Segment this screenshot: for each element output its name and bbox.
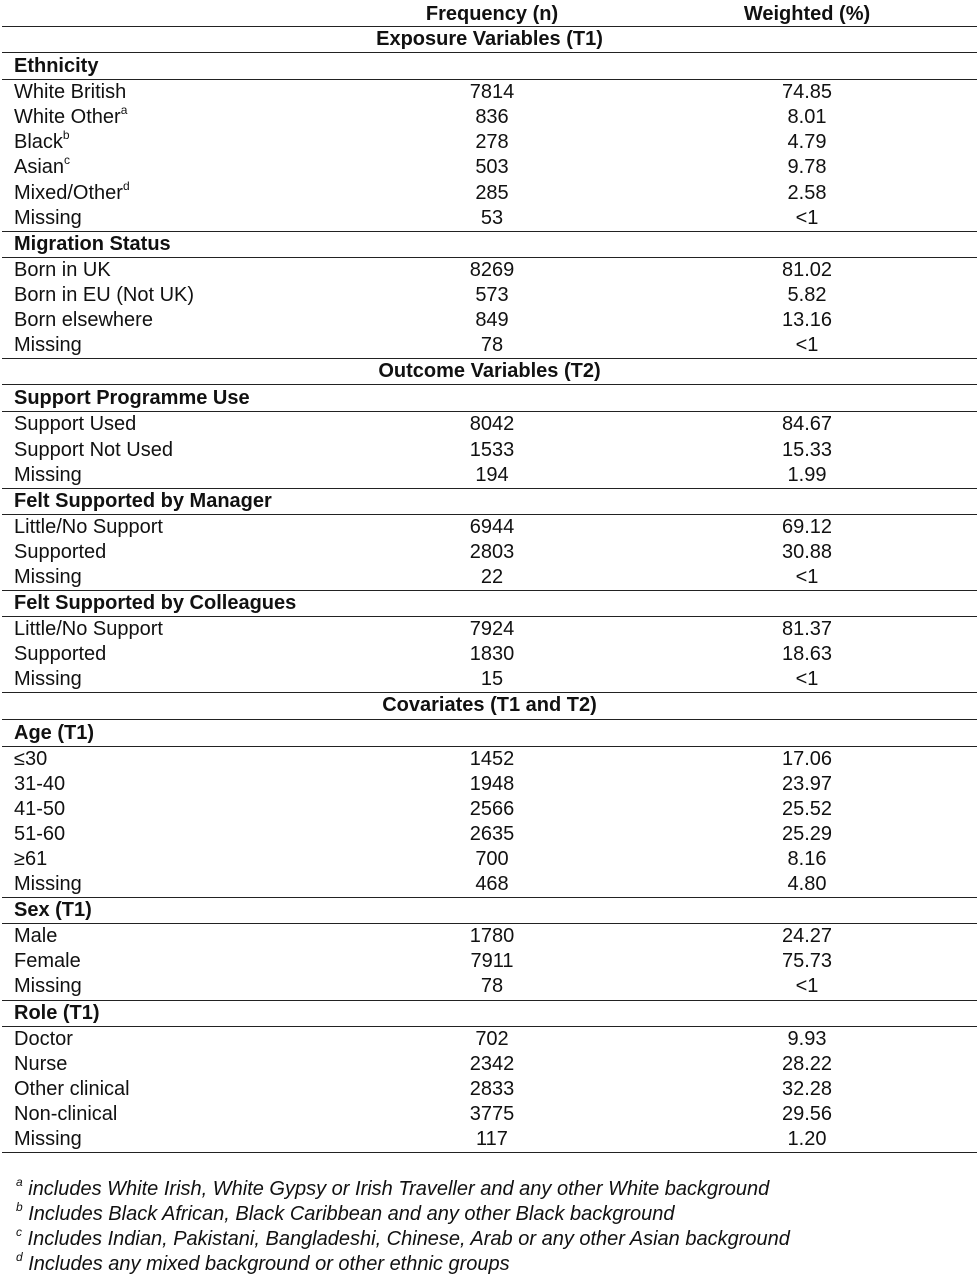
row-label-text: ≤30: [14, 747, 48, 770]
group-row: [2, 53, 977, 80]
row-frequency: 194: [475, 463, 509, 486]
group-title: Support Programme Use: [2, 385, 977, 412]
row-label-text: 41-50: [14, 797, 66, 820]
group-row: [2, 488, 977, 514]
row-label-text: 31-40: [14, 772, 66, 795]
row-label: [2, 514, 347, 540]
row-label-text: Born elsewhere: [14, 309, 153, 332]
row-label-text: Mixed/Other: [14, 181, 123, 204]
row-label-text: Little/No Support: [14, 618, 163, 641]
table-row: [2, 617, 977, 643]
row-label: [2, 308, 347, 333]
row-weighted: 74.85: [637, 80, 977, 106]
row-label: [2, 283, 347, 308]
row-weighted: 17.06: [637, 746, 977, 772]
group-empty: [637, 591, 977, 617]
row-label: [2, 746, 347, 772]
row-label-text: Born in EU (Not UK): [14, 283, 195, 306]
row-frequency: 78: [480, 975, 504, 998]
row-weighted: 1.99: [787, 463, 827, 486]
table-row: [2, 283, 977, 308]
row-weighted: 13.16: [781, 309, 833, 332]
row-frequency: 53: [480, 206, 504, 229]
row-weighted: 8.16: [787, 848, 827, 870]
group-row: [2, 231, 977, 257]
footnote-marker: b: [62, 130, 70, 143]
row-weighted: 15.33: [781, 438, 833, 461]
row-weighted: 5.82: [787, 283, 827, 306]
table-row: [2, 924, 977, 950]
table-header-row: [2, 0, 977, 27]
row-weighted: 81.37: [637, 617, 977, 643]
frequency-table: [2, 0, 977, 1153]
footnote-text: Includes Black African, Black Caribbean and any other Black background: [22, 1203, 675, 1225]
row-label: [2, 412, 347, 438]
footnote-marker: c: [64, 155, 71, 168]
table-row: [2, 565, 977, 591]
footnote-marker: a: [120, 105, 128, 118]
group-title: Migration Status: [2, 231, 977, 257]
table-row: [2, 1077, 977, 1102]
row-weighted: 8.01: [787, 106, 827, 129]
table-row: [2, 772, 977, 797]
row-label: [2, 206, 347, 232]
footnote-mark: a: [16, 1175, 23, 1189]
row-label: [2, 130, 347, 155]
row-label-text: Missing: [14, 334, 82, 357]
group-title: Role (T1): [2, 1000, 977, 1026]
row-label-text: Support Not Used: [14, 438, 173, 461]
row-label-text: Missing: [14, 1128, 82, 1151]
table-row: [2, 1127, 977, 1153]
table-row: [2, 181, 977, 206]
header-frequency: Frequency (n): [425, 3, 559, 25]
table-row: [2, 438, 977, 463]
group-row: [2, 719, 977, 746]
group-title: Felt Supported by Colleagues: [2, 591, 347, 617]
footnote-text: Includes Indian, Pakistani, Bangladeshi, Chinese, Arab or any other Asian background: [22, 1228, 790, 1250]
row-frequency: 8042: [347, 412, 637, 438]
footnote-line: [16, 1202, 790, 1227]
table-row: [2, 1102, 977, 1127]
table-row: [2, 540, 977, 565]
table-row: [2, 667, 977, 693]
row-label-text: Nurse: [14, 1052, 68, 1075]
table-row: [2, 463, 977, 489]
row-label-text: Missing: [14, 975, 82, 998]
row-frequency: 2342: [469, 1052, 515, 1075]
footnote-line: [16, 1177, 790, 1202]
row-label: [2, 797, 347, 822]
row-frequency: 1780: [347, 924, 637, 950]
row-label: [2, 565, 347, 591]
row-label-text: Support Used: [14, 413, 137, 436]
row-label: [2, 105, 347, 130]
row-frequency: 2803: [469, 540, 515, 563]
footnote-text: includes White Irish, White Gypsy or Irish Traveller and any other White background: [22, 1178, 770, 1200]
row-frequency: 78: [480, 334, 504, 357]
row-label: [2, 80, 347, 106]
row-frequency: 1948: [469, 772, 515, 795]
row-weighted: 18.63: [781, 643, 833, 666]
row-label: [2, 438, 347, 463]
row-frequency: 278: [475, 131, 509, 154]
row-frequency: 2833: [469, 1077, 515, 1100]
row-label-text: Little/No Support: [14, 515, 163, 538]
table-end-rule: [2, 1153, 977, 1154]
table-row: [2, 797, 977, 822]
row-frequency: 2566: [469, 797, 515, 820]
row-label-text: Born in UK: [14, 258, 111, 281]
table-row: [2, 308, 977, 333]
row-weighted: 32.28: [781, 1077, 833, 1100]
row-weighted: 2.58: [787, 181, 827, 204]
table-row: [2, 80, 977, 106]
row-label-text: Supported: [14, 643, 107, 666]
row-label: [2, 667, 347, 693]
row-label: [2, 257, 347, 283]
table-row: [2, 155, 977, 180]
row-frequency: 503: [475, 156, 509, 179]
table-row: [2, 974, 977, 1000]
row-frequency: 285: [475, 181, 509, 204]
section-title: Covariates (T1 and T2): [2, 693, 977, 719]
table-row: [2, 1052, 977, 1077]
row-label: [2, 1102, 347, 1127]
demographics-table-document: [2, 0, 977, 1153]
row-weighted: 28.22: [781, 1052, 833, 1075]
row-label-text: Supported: [14, 540, 107, 563]
section-row: [2, 359, 977, 385]
row-label-text: Black: [14, 131, 63, 154]
row-frequency: 468: [475, 873, 509, 896]
row-frequency: 6944: [347, 514, 637, 540]
group-row: [2, 898, 977, 924]
row-label-text: ≥61: [14, 848, 48, 870]
table-row: [2, 333, 977, 359]
row-weighted: 25.52: [781, 797, 833, 820]
footnote-mark: b: [16, 1200, 23, 1214]
group-title: Ethnicity: [2, 53, 977, 80]
row-frequency: 702: [347, 1026, 637, 1052]
row-weighted: 69.12: [637, 514, 977, 540]
row-label-text: Non-clinical: [14, 1102, 118, 1125]
table-row: [2, 412, 977, 438]
row-label: [2, 924, 347, 950]
footnote-line: [16, 1252, 790, 1277]
row-weighted: 4.79: [787, 131, 827, 154]
row-weighted: 23.97: [781, 772, 833, 795]
row-label-text: White British: [14, 81, 127, 104]
section-row: [2, 27, 977, 53]
row-frequency: 7814: [347, 80, 637, 106]
footnote-text: Includes any mixed background or other ethnic groups: [22, 1253, 510, 1275]
table-row: [2, 105, 977, 130]
group-title: Felt Supported by Manager: [2, 488, 977, 514]
row-label-text: White Other: [14, 106, 121, 129]
footnote-line: [16, 1227, 790, 1252]
row-label-text: Missing: [14, 565, 82, 588]
row-label-text: Doctor: [14, 1027, 73, 1050]
row-weighted: <1: [795, 206, 819, 229]
table-row: [2, 206, 977, 232]
row-frequency: 7924: [347, 617, 637, 643]
row-label-text: Missing: [14, 873, 82, 896]
footnotes: [16, 1177, 790, 1277]
row-label-text: Male: [14, 925, 58, 948]
table-row: [2, 130, 977, 155]
footnote-mark: d: [16, 1250, 23, 1264]
row-weighted: 81.02: [637, 257, 977, 283]
table-row: [2, 642, 977, 667]
row-label: [2, 155, 347, 180]
table-row: [2, 822, 977, 847]
row-frequency: 22: [480, 565, 504, 588]
row-label-text: Asian: [14, 156, 65, 179]
row-weighted: 84.67: [637, 412, 977, 438]
table-end-cell: [2, 1153, 977, 1154]
row-label: [2, 847, 347, 872]
row-weighted: <1: [795, 334, 819, 357]
section-title: Exposure Variables (T1): [2, 27, 977, 53]
group-title: Sex (T1): [2, 898, 977, 924]
row-label: [2, 872, 347, 898]
row-frequency: 8269: [347, 257, 637, 283]
table-row: [2, 847, 977, 872]
row-label: [2, 1127, 347, 1153]
row-label: [2, 822, 347, 847]
row-label: [2, 463, 347, 489]
row-label: [2, 642, 347, 667]
table-row: [2, 1026, 977, 1052]
section-row: [2, 693, 977, 719]
row-frequency: 1830: [469, 643, 515, 666]
row-weighted: 29.56: [781, 1102, 833, 1125]
row-label: [2, 1077, 347, 1102]
row-weighted: <1: [795, 565, 819, 588]
footnote-marker: d: [122, 180, 130, 193]
row-frequency: 1533: [469, 438, 515, 461]
row-label-text: 51-60: [14, 822, 66, 845]
group-title: Age (T1): [2, 719, 977, 746]
row-weighted: 24.27: [637, 924, 977, 950]
table-row: [2, 257, 977, 283]
table-row: [2, 872, 977, 898]
row-frequency: 3775: [469, 1102, 515, 1125]
group-row: [2, 1000, 977, 1026]
header-label-col: [2, 0, 347, 27]
row-label: [2, 540, 347, 565]
row-label-text: Missing: [14, 206, 82, 229]
table-row: [2, 746, 977, 772]
row-frequency: 836: [475, 106, 509, 129]
row-label-text: Other clinical: [14, 1077, 130, 1100]
row-label: [2, 772, 347, 797]
footnote-mark: c: [16, 1225, 22, 1239]
row-weighted: 25.29: [781, 822, 833, 845]
row-label: [2, 333, 347, 359]
row-frequency: 1452: [347, 746, 637, 772]
row-weighted: <1: [795, 668, 819, 691]
group-row: [2, 591, 977, 617]
group-empty: [347, 591, 637, 617]
row-frequency: 700: [475, 848, 509, 870]
row-label: [2, 1026, 347, 1052]
row-frequency: 117: [476, 1128, 508, 1151]
table-row: [2, 514, 977, 540]
row-weighted: 9.78: [787, 156, 827, 179]
row-label-text: Missing: [14, 463, 82, 486]
row-frequency: 2635: [469, 822, 515, 845]
row-weighted: 1.20: [787, 1128, 827, 1151]
row-frequency: 15: [480, 668, 504, 691]
header-weighted: Weighted (%): [743, 3, 871, 25]
section-title: Outcome Variables (T2): [2, 359, 977, 385]
row-weighted: 9.93: [637, 1026, 977, 1052]
group-row: [2, 385, 977, 412]
table-row: [2, 949, 977, 974]
row-label: [2, 1052, 347, 1077]
row-label-text: Female: [14, 950, 81, 973]
row-frequency: 573: [475, 283, 509, 306]
row-label: [2, 181, 347, 206]
row-label: [2, 974, 347, 1000]
row-weighted: 4.80: [787, 873, 827, 896]
row-label: [2, 617, 347, 643]
row-frequency: 7911: [470, 950, 514, 973]
row-weighted: <1: [795, 975, 819, 998]
row-weighted: 75.73: [781, 950, 833, 973]
row-frequency: 849: [475, 309, 509, 332]
row-label: [2, 949, 347, 974]
row-label-text: Missing: [14, 668, 82, 691]
row-weighted: 30.88: [781, 540, 833, 563]
